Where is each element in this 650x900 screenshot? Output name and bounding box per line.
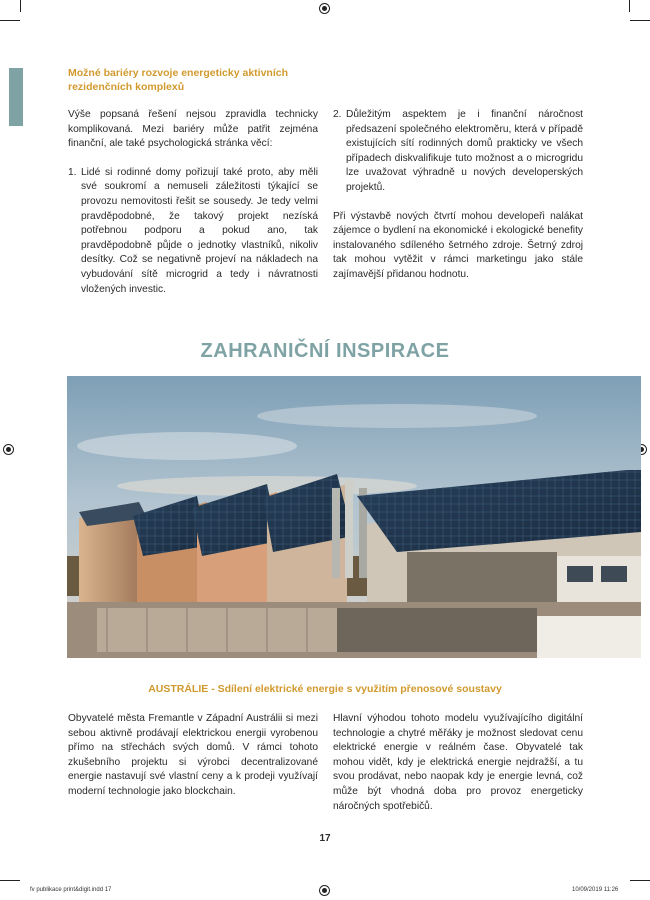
sidebar-accent-bar bbox=[9, 68, 23, 126]
crop-mark bbox=[20, 0, 21, 12]
page-number: 17 bbox=[319, 833, 331, 844]
closing-paragraph: Při výstavbě nových čtvrtí mohou developeři nalákat zájemce o bydlení na ekonomické i ekologické benefity instalovaného sdíleného šetrného zdroje. Šetrný zdroj tak mohou vytěžit v rámci marketingu jako stále zajímavější přidanou hodnotu. bbox=[333, 210, 583, 280]
list-item-number: 1. bbox=[68, 166, 77, 178]
crop-mark bbox=[629, 0, 630, 12]
print-slug-file: fv publikace print&digit.indd 17 bbox=[30, 887, 112, 893]
intro-paragraph: Výše popsaná řešení nejsou zpravidla technicky komplikovaná. Mezi bariéry může patřit zejména finanční, ale také psychologická stránka věcí: bbox=[68, 109, 318, 150]
crop-mark bbox=[630, 880, 650, 881]
list-item-text: Lidé si rodinné domy pořizují také proto, aby měli své soukromí a nemuseli záležitosti týkající se provozu nemovitosti řešit se sousedy. Je tedy velmi pravděpodobné, že takový projekt nezíská potřebnou podporu a pokud ano, tak pravděpodobně půjde o jednotky vlastníků, nikoliv desítky. Což se negativně projeví na nákladech na vybudování sítě microgrid a tedy i návratnosti vložených investic. bbox=[81, 166, 318, 295]
solar-houses-photo bbox=[67, 376, 641, 658]
list-item-number: 2. bbox=[333, 109, 342, 120]
section-heading: Možné bariéry rozvoje energeticky aktivních rezidenčních komplexů bbox=[68, 67, 288, 93]
photo-caption: AUSTRÁLIE - Sdílení elektrické energie s využitím přenosové soustavy bbox=[148, 683, 502, 695]
list-item bbox=[68, 166, 318, 297]
crop-mark bbox=[0, 20, 20, 21]
bottom-right-column bbox=[333, 712, 583, 814]
list-item-text: Důležitým aspektem je i finanční náročnost předsazení společného elektroměru, která v případě existujících sítí rodinných domů prakticky ve všech případech diskvalifikuje tuto možnost a o microgridu lze uvažovat výhradně u nových developerských projektů. bbox=[346, 109, 583, 193]
print-slug-datetime: 10/09/2019 11:26 bbox=[572, 887, 619, 893]
registration-mark-icon bbox=[3, 444, 14, 455]
feature-right-paragraph: Hlavní výhodou tohoto modelu využívajícího digitální technologie a chytré měřáky je možnost sledovat cenu elektrické energie v reálném čase. Obyvatelé tak mohou vidět, kdy je elektrická energie nejdražší, a tu svou prodávat, nebo naopak kdy je energie levná, což může být vhodná doba pro provoz energeticky náročných spotřebičů. bbox=[333, 713, 583, 812]
left-column bbox=[68, 108, 318, 297]
feature-left-paragraph: Obyvatelé města Fremantle v Západní Austrálii si mezi sebou aktivně prodávají elektrickou energii vyrobenou přímo na střechách svých domů. V rámci tohoto zkušebního projektu si výrobci decentralizované energie nastavují své vlastní ceny a k prodeji využívají moderní technologie jako blockchain. bbox=[68, 713, 318, 797]
registration-mark-icon bbox=[319, 3, 330, 14]
crop-mark bbox=[0, 880, 20, 881]
registration-mark-icon bbox=[319, 885, 330, 896]
feature-title: ZAHRANIČNÍ INSPIRACE bbox=[200, 340, 450, 362]
crop-mark bbox=[630, 20, 650, 21]
bottom-left-column bbox=[68, 712, 318, 800]
right-column bbox=[333, 108, 583, 283]
list-item bbox=[333, 108, 583, 196]
